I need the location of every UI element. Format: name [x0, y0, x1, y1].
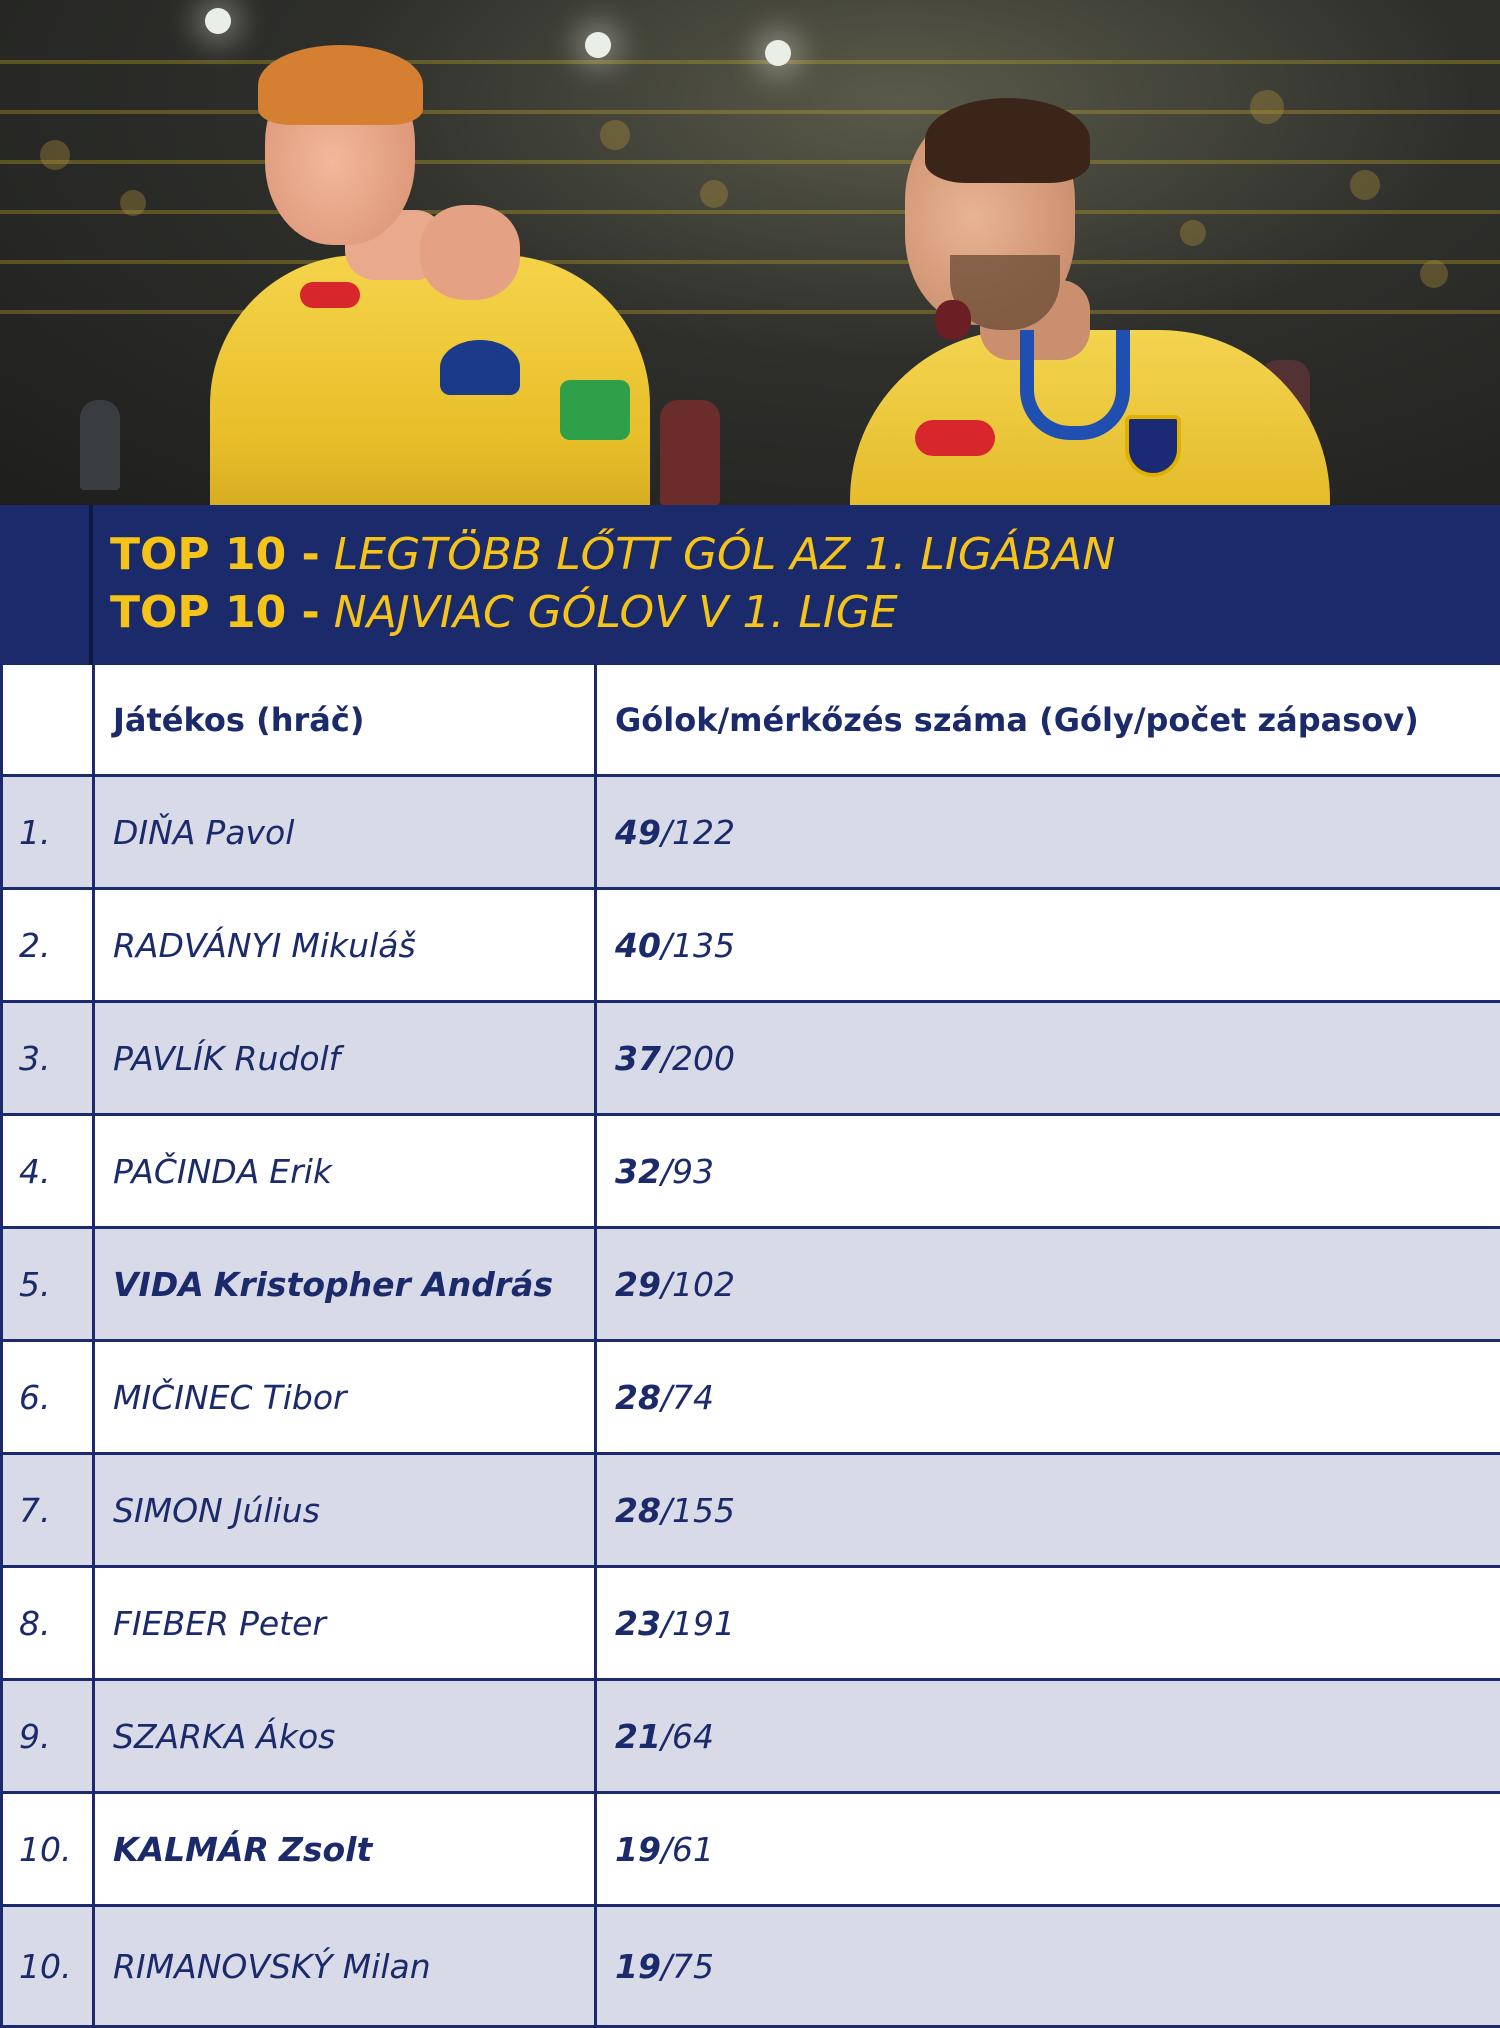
player-name: MIČINEC Tibor [92, 1342, 594, 1452]
rank: 9. [19, 1716, 51, 1756]
header-rank [3, 665, 92, 774]
table-row [0, 890, 1500, 1003]
rank: 2. [19, 925, 51, 965]
rank: 3. [19, 1038, 51, 1078]
table-row [0, 777, 1500, 890]
hero-photo [0, 0, 1500, 505]
scorers-table [0, 665, 1500, 2028]
rank: 8. [19, 1603, 51, 1643]
table-row [0, 1907, 1500, 2028]
player-name: RIMANOVSKÝ Milan [92, 1907, 594, 2025]
player-name: DIŇA Pavol [92, 777, 594, 887]
goals-matches: 21 /64 [594, 1681, 1500, 1791]
rank: 6. [19, 1377, 51, 1417]
title-slovak: TOP 10 - NAJVIAC GÓLOV V 1. LIGE [110, 587, 898, 638]
rank: 10. [19, 1946, 72, 1986]
player-name: SIMON Július [92, 1455, 594, 1565]
rank: 7. [19, 1490, 51, 1530]
table-row [0, 1455, 1500, 1568]
goals-matches: 40 /135 [594, 890, 1500, 1000]
rank: 10. [19, 1829, 72, 1869]
player-name: PAVLÍK Rudolf [92, 1003, 594, 1113]
player-name: VIDA Kristopher András [92, 1229, 594, 1339]
table-row [0, 1116, 1500, 1229]
table-row [0, 1229, 1500, 1342]
rank: 1. [19, 812, 51, 852]
goals-matches: 28 /155 [594, 1455, 1500, 1565]
header-stats: Gólok/mérkőzés száma (Góly/počet zápasov) [594, 665, 1500, 774]
title-hungarian: TOP 10 - LEGTÖBB LŐTT GÓL AZ 1. LIGÁBAN [110, 529, 1116, 580]
goals-matches: 37 /200 [594, 1003, 1500, 1113]
player-name: SZARKA Ákos [92, 1681, 594, 1791]
goals-matches: 28 /74 [594, 1342, 1500, 1452]
player-name: KALMÁR Zsolt [92, 1794, 594, 1904]
header-player: Játékos (hráč) [92, 665, 594, 774]
table-row [0, 1681, 1500, 1794]
goals-matches: 49 /122 [594, 777, 1500, 887]
table-row [0, 1568, 1500, 1681]
table-header-row [0, 665, 1500, 777]
table-row [0, 1342, 1500, 1455]
rank: 4. [19, 1151, 51, 1191]
table-row [0, 1794, 1500, 1907]
goals-matches: 32 /93 [594, 1116, 1500, 1226]
goals-matches: 29 /102 [594, 1229, 1500, 1339]
title-banner [0, 505, 1500, 665]
goals-matches: 19 /61 [594, 1794, 1500, 1904]
rank: 5. [19, 1264, 51, 1304]
player-name: FIEBER Peter [92, 1568, 594, 1678]
goals-matches: 19 /75 [594, 1907, 1500, 2025]
club-crest-icon [1125, 415, 1181, 477]
player-name: PAČINDA Erik [92, 1116, 594, 1226]
goals-matches: 23 /191 [594, 1568, 1500, 1678]
table-row [0, 1003, 1500, 1116]
player-name: RADVÁNYI Mikuláš [92, 890, 594, 1000]
